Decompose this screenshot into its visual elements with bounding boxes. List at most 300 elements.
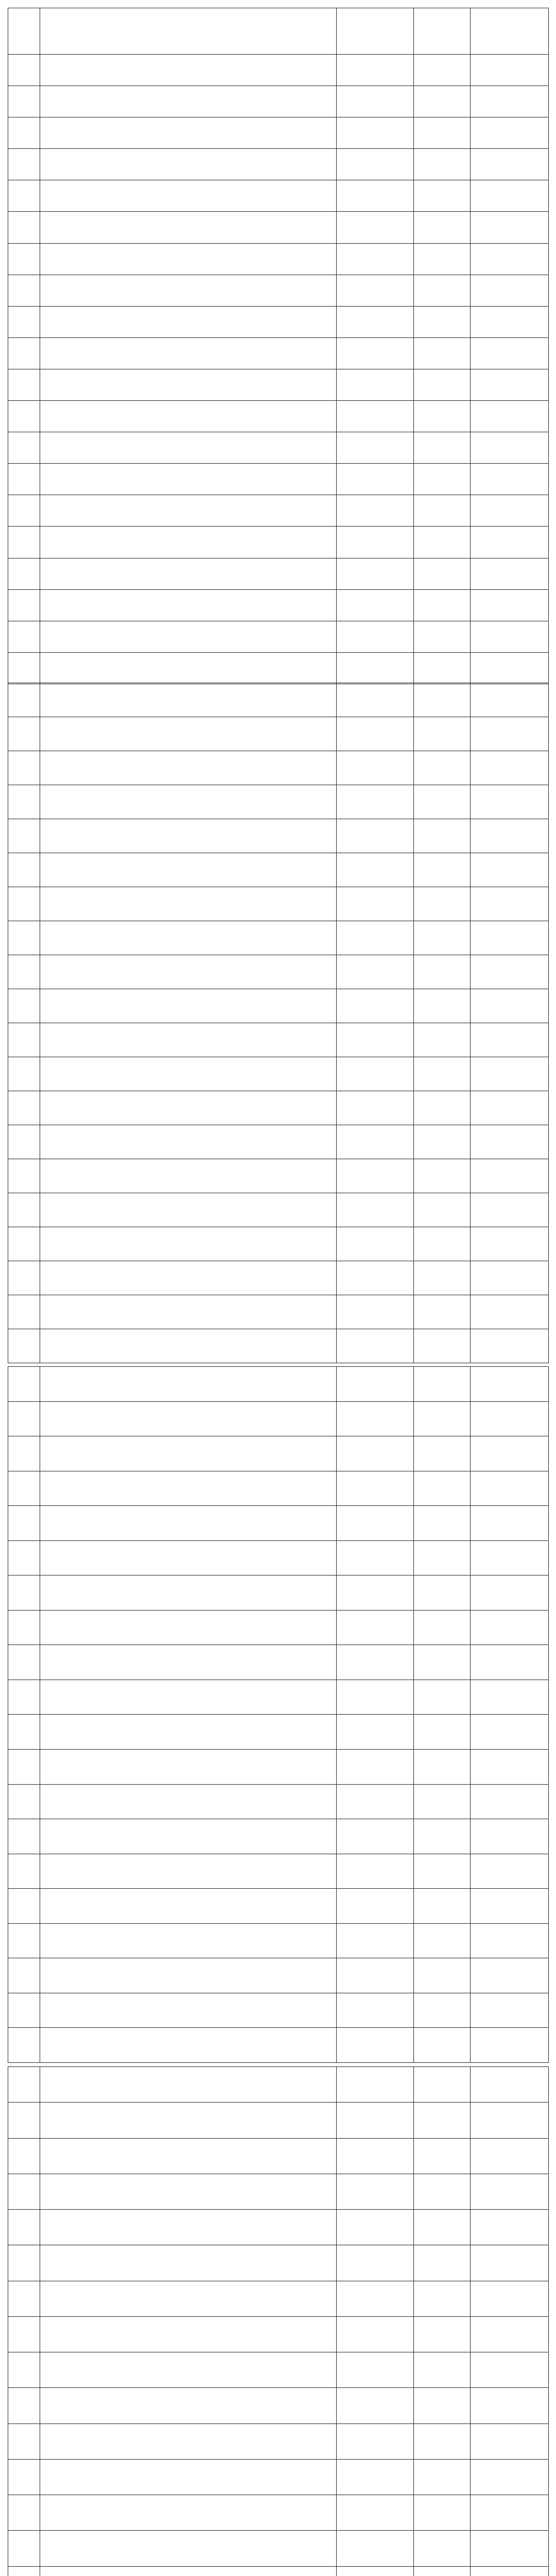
company-name	[40, 243, 337, 275]
accident-rate	[471, 2210, 549, 2245]
accident-rate	[471, 1958, 549, 1993]
company-name	[40, 464, 337, 495]
row-number	[8, 2138, 40, 2174]
row-number	[8, 1091, 40, 1125]
district	[337, 369, 414, 400]
row-number	[8, 1471, 40, 1506]
accident-count	[414, 1680, 471, 1715]
table-row	[8, 55, 549, 86]
company-name	[40, 2174, 337, 2209]
table-row	[8, 558, 549, 589]
company-name	[40, 1993, 337, 2028]
row-number	[8, 2495, 40, 2531]
row-number	[8, 1958, 40, 1993]
district	[337, 149, 414, 180]
accident-rate	[471, 495, 549, 527]
row-number	[8, 369, 40, 400]
district	[337, 989, 414, 1023]
company-name	[40, 652, 337, 684]
accident-rate	[471, 1993, 549, 2028]
accident-rate	[471, 621, 549, 652]
header-name	[40, 8, 337, 55]
district	[337, 117, 414, 149]
table-row	[8, 243, 549, 275]
company-name	[40, 1610, 337, 1645]
accident-count	[414, 2531, 471, 2566]
row-number	[8, 1023, 40, 1057]
district	[337, 2067, 414, 2103]
row-number	[8, 751, 40, 785]
district	[337, 495, 414, 527]
table-row	[8, 1401, 549, 1436]
table-row	[8, 401, 549, 432]
accident-rate	[471, 589, 549, 621]
district	[337, 2103, 414, 2138]
district	[337, 683, 414, 717]
accident-count	[414, 2459, 471, 2495]
district	[337, 1680, 414, 1715]
company-name	[40, 1401, 337, 1436]
table-row	[8, 785, 549, 819]
row-number	[8, 819, 40, 853]
district	[337, 337, 414, 369]
accident-count	[414, 2352, 471, 2388]
accident-count	[414, 2281, 471, 2316]
accident-rate	[471, 2388, 549, 2424]
table-row	[8, 1750, 549, 1785]
company-name	[40, 1159, 337, 1193]
district	[337, 1854, 414, 1889]
accident-count	[414, 2566, 471, 2576]
accident-rate	[471, 1159, 549, 1193]
accident-rate	[471, 1367, 549, 1402]
accident-rate	[471, 117, 549, 149]
accident-rate	[471, 2424, 549, 2459]
company-name	[40, 1367, 337, 1402]
district	[337, 589, 414, 621]
table-row	[8, 1854, 549, 1889]
table-row	[8, 1645, 549, 1680]
accident-count	[414, 2424, 471, 2459]
table-row	[8, 589, 549, 621]
company-name	[40, 1329, 337, 1363]
accident-rate	[471, 306, 549, 337]
district	[337, 2459, 414, 2495]
table-row	[8, 275, 549, 306]
accident-count	[414, 495, 471, 527]
company-name	[40, 2103, 337, 2138]
accident-count	[414, 1540, 471, 1575]
accident-count	[414, 1854, 471, 1889]
company-name	[40, 306, 337, 337]
table-row	[8, 1125, 549, 1159]
accident-count	[414, 2388, 471, 2424]
company-name	[40, 432, 337, 464]
row-number	[8, 2352, 40, 2388]
registry-table-section	[8, 8, 549, 684]
row-number	[8, 652, 40, 684]
row-number	[8, 86, 40, 117]
company-name	[40, 1295, 337, 1329]
company-name	[40, 1227, 337, 1261]
accident-rate	[471, 2067, 549, 2103]
company-name	[40, 369, 337, 400]
accident-rate	[471, 2531, 549, 2566]
row-number	[8, 2174, 40, 2209]
row-number	[8, 1261, 40, 1295]
table-row	[8, 652, 549, 684]
district	[337, 558, 414, 589]
accident-count	[414, 1329, 471, 1363]
accident-rate	[471, 2103, 549, 2138]
company-name	[40, 1193, 337, 1227]
table-row	[8, 621, 549, 652]
row-number	[8, 887, 40, 921]
company-name	[40, 1715, 337, 1750]
company-name	[40, 1819, 337, 1854]
table-row	[8, 853, 549, 887]
district	[337, 955, 414, 989]
table-row	[8, 1784, 549, 1819]
company-name	[40, 495, 337, 527]
accident-count	[414, 1057, 471, 1091]
accident-rate	[471, 652, 549, 684]
district	[337, 1923, 414, 1958]
accident-count	[414, 1261, 471, 1295]
row-number	[8, 401, 40, 432]
table-row	[8, 337, 549, 369]
district	[337, 212, 414, 243]
row-number	[8, 1057, 40, 1091]
accident-rate	[471, 1819, 549, 1854]
accident-rate	[471, 2459, 549, 2495]
accident-rate	[471, 1401, 549, 1436]
table-row	[8, 1227, 549, 1261]
accident-count	[414, 1645, 471, 1680]
table-row	[8, 2138, 549, 2174]
table-row	[8, 2281, 549, 2316]
accident-count	[414, 717, 471, 751]
accident-rate	[471, 1540, 549, 1575]
company-name	[40, 2388, 337, 2424]
accident-count	[414, 212, 471, 243]
district	[337, 921, 414, 955]
company-name	[40, 1750, 337, 1785]
accident-rate	[471, 819, 549, 853]
company-name	[40, 180, 337, 212]
table-row	[8, 2103, 549, 2138]
district	[337, 2388, 414, 2424]
accident-count	[414, 1159, 471, 1193]
table-row	[8, 2531, 549, 2566]
accident-count	[414, 2495, 471, 2531]
table-row	[8, 86, 549, 117]
accident-count	[414, 180, 471, 212]
accident-count	[414, 1575, 471, 1611]
district	[337, 1715, 414, 1750]
accident-rate	[471, 2174, 549, 2209]
accident-count	[414, 1023, 471, 1057]
accident-rate	[471, 1227, 549, 1261]
company-name	[40, 751, 337, 785]
company-name	[40, 1784, 337, 1819]
district	[337, 432, 414, 464]
accident-rate	[471, 1471, 549, 1506]
accident-count	[414, 989, 471, 1023]
header-district	[337, 8, 414, 55]
table-row	[8, 1575, 549, 1611]
company-name	[40, 2352, 337, 2388]
company-name	[40, 853, 337, 887]
row-number	[8, 2566, 40, 2576]
row-number	[8, 717, 40, 751]
table-row	[8, 1193, 549, 1227]
company-name	[40, 2424, 337, 2459]
accident-rate	[471, 2352, 549, 2388]
district	[337, 1159, 414, 1193]
row-number	[8, 1680, 40, 1715]
company-name	[40, 1471, 337, 1506]
table-row	[8, 1295, 549, 1329]
accident-count	[414, 1295, 471, 1329]
district	[337, 275, 414, 306]
district	[337, 1575, 414, 1611]
table-row	[8, 212, 549, 243]
accident-count	[414, 621, 471, 652]
district	[337, 1958, 414, 1993]
accident-rate	[471, 2138, 549, 2174]
accident-count	[414, 853, 471, 887]
district	[337, 1645, 414, 1680]
row-number	[8, 558, 40, 589]
accident-rate	[471, 853, 549, 887]
accident-rate	[471, 683, 549, 717]
table-row	[8, 1057, 549, 1091]
district	[337, 1471, 414, 1506]
accident-rate	[471, 1889, 549, 1924]
accident-rate	[471, 2245, 549, 2281]
accident-count	[414, 1610, 471, 1645]
accident-rate	[471, 1923, 549, 1958]
accident-count	[414, 86, 471, 117]
district	[337, 2531, 414, 2566]
row-number	[8, 1436, 40, 1471]
accident-rate	[471, 1645, 549, 1680]
row-number	[8, 989, 40, 1023]
company-name	[40, 2028, 337, 2063]
row-number	[8, 589, 40, 621]
district	[337, 2138, 414, 2174]
row-number	[8, 1784, 40, 1819]
district	[337, 785, 414, 819]
row-number	[8, 853, 40, 887]
accident-count	[414, 2067, 471, 2103]
accident-rate	[471, 1854, 549, 1889]
company-name	[40, 1854, 337, 1889]
row-number	[8, 1295, 40, 1329]
company-name	[40, 1506, 337, 1541]
accident-count	[414, 1715, 471, 1750]
district	[337, 1401, 414, 1436]
table-row	[8, 955, 549, 989]
table-row	[8, 1329, 549, 1363]
table-row	[8, 180, 549, 212]
accident-rate	[471, 2316, 549, 2352]
accident-count	[414, 1993, 471, 2028]
row-number	[8, 1993, 40, 2028]
company-name	[40, 2459, 337, 2495]
accident-rate	[471, 1329, 549, 1363]
row-number	[8, 275, 40, 306]
table-row	[8, 1680, 549, 1715]
accident-count	[414, 955, 471, 989]
row-number	[8, 149, 40, 180]
district	[337, 1819, 414, 1854]
company-name	[40, 2316, 337, 2352]
accident-rate	[471, 55, 549, 86]
table-row	[8, 306, 549, 337]
company-name	[40, 955, 337, 989]
accident-rate	[471, 432, 549, 464]
accident-count	[414, 337, 471, 369]
accident-count	[414, 652, 471, 684]
company-name	[40, 2495, 337, 2531]
accident-count	[414, 1784, 471, 1819]
company-name	[40, 55, 337, 86]
company-name	[40, 1575, 337, 1611]
table-row	[8, 717, 549, 751]
row-number	[8, 1575, 40, 1611]
district	[337, 2210, 414, 2245]
company-name	[40, 558, 337, 589]
row-number	[8, 495, 40, 527]
table-row	[8, 527, 549, 558]
accident-count	[414, 921, 471, 955]
accident-rate	[471, 921, 549, 955]
company-name	[40, 2138, 337, 2174]
accident-count	[414, 2103, 471, 2138]
accident-rate	[471, 369, 549, 400]
row-number	[8, 1610, 40, 1645]
district	[337, 1750, 414, 1785]
table-row	[8, 2245, 549, 2281]
company-name	[40, 887, 337, 921]
accident-count	[414, 464, 471, 495]
company-name	[40, 589, 337, 621]
row-number	[8, 1401, 40, 1436]
accident-rate	[471, 275, 549, 306]
accident-rate	[471, 2566, 549, 2576]
row-number	[8, 1329, 40, 1363]
accident-count	[414, 1193, 471, 1227]
district	[337, 1125, 414, 1159]
table-row	[8, 1923, 549, 1958]
row-number	[8, 527, 40, 558]
table-row	[8, 1261, 549, 1295]
row-number	[8, 1819, 40, 1854]
row-number	[8, 212, 40, 243]
table-row	[8, 1159, 549, 1193]
accident-count	[414, 819, 471, 853]
district	[337, 621, 414, 652]
district	[337, 1436, 414, 1471]
accident-rate	[471, 2495, 549, 2531]
district	[337, 306, 414, 337]
table-row	[8, 432, 549, 464]
accident-count	[414, 117, 471, 149]
accident-rate	[471, 1610, 549, 1645]
district	[337, 1193, 414, 1227]
company-name	[40, 2281, 337, 2316]
district	[337, 717, 414, 751]
district	[337, 887, 414, 921]
district	[337, 1295, 414, 1329]
company-name	[40, 2210, 337, 2245]
accident-rate	[471, 2028, 549, 2063]
table-row	[8, 751, 549, 785]
accident-count	[414, 369, 471, 400]
company-name	[40, 275, 337, 306]
row-number	[8, 55, 40, 86]
row-number	[8, 2028, 40, 2063]
table-row	[8, 1610, 549, 1645]
table-row	[8, 369, 549, 400]
company-name	[40, 1057, 337, 1091]
accident-count	[414, 432, 471, 464]
row-number	[8, 1506, 40, 1541]
accident-rate	[471, 464, 549, 495]
table-row	[8, 2352, 549, 2388]
table-row	[8, 2566, 549, 2576]
district	[337, 1889, 414, 1924]
district	[337, 2245, 414, 2281]
accident-count	[414, 306, 471, 337]
accident-count	[414, 1436, 471, 1471]
district	[337, 1261, 414, 1295]
company-name	[40, 1958, 337, 1993]
accident-count	[414, 558, 471, 589]
row-number	[8, 2316, 40, 2352]
company-name	[40, 401, 337, 432]
row-number	[8, 464, 40, 495]
accident-count	[414, 2174, 471, 2209]
accident-count	[414, 2138, 471, 2174]
table-row	[8, 117, 549, 149]
table-row	[8, 921, 549, 955]
accident-count	[414, 1401, 471, 1436]
registry-table-section	[8, 683, 549, 1363]
company-name	[40, 1923, 337, 1958]
district	[337, 180, 414, 212]
row-number	[8, 432, 40, 464]
company-name	[40, 2245, 337, 2281]
company-name	[40, 921, 337, 955]
accident-count	[414, 149, 471, 180]
district	[337, 1784, 414, 1819]
accident-count	[414, 1227, 471, 1261]
company-name	[40, 717, 337, 751]
accident-rate	[471, 1575, 549, 1611]
row-number	[8, 243, 40, 275]
accident-rate	[471, 717, 549, 751]
table-row	[8, 1471, 549, 1506]
row-number	[8, 1715, 40, 1750]
accident-rate	[471, 1784, 549, 1819]
company-name	[40, 819, 337, 853]
company-name	[40, 1680, 337, 1715]
header-no	[8, 8, 40, 55]
accident-rate	[471, 785, 549, 819]
